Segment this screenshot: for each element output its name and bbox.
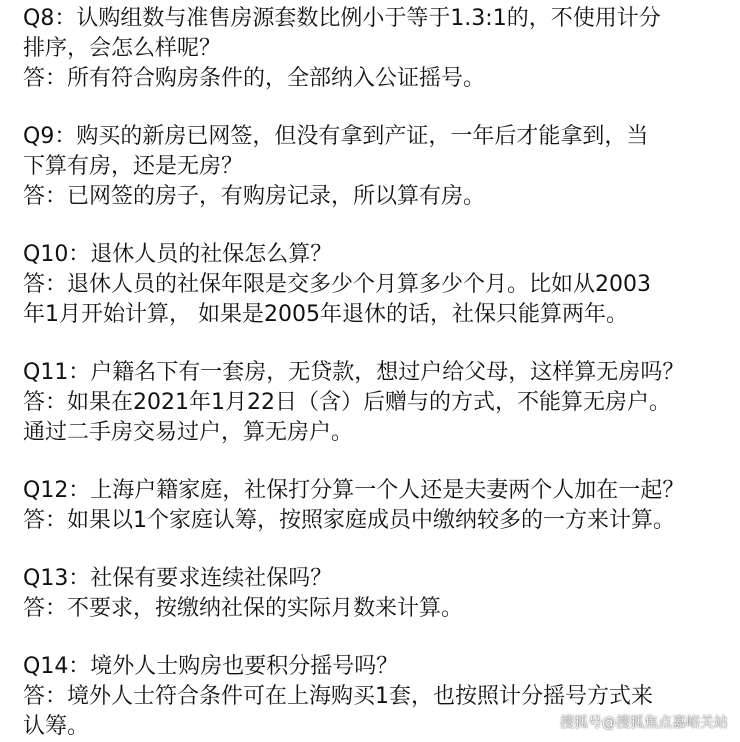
- question-line: Q11：户籍名下有一套房，无贷款，想过户给父母，这样算无房吗？: [23, 360, 685, 385]
- qa-item-q9: [23, 122, 735, 212]
- answer-line: 答：如果以1个家庭认筹，按照家庭成员中缴纳较多的一方来计算。: [23, 508, 675, 533]
- answer-line: 认筹。: [23, 714, 90, 739]
- qa-item-q10: [23, 240, 735, 330]
- answer-line: 年1月开始计算， 如果是2005年退休的话，社保只能算两年。: [23, 302, 628, 327]
- answer-line: 答：不要求，按缴纳社保的实际月数来计算。: [23, 596, 464, 621]
- qa-item-q8: [23, 0, 735, 94]
- answer-line: 答：如果在2021年1月22日（含）后赠与的方式，不能算无房户。: [23, 390, 671, 415]
- answer-line: 答：退休人员的社保年限是交多少个月算多少个月。比如从2003: [23, 272, 651, 297]
- qa-item-q12: [23, 476, 735, 536]
- question-line: Q10：退休人员的社保怎么算？: [23, 242, 333, 267]
- qa-item-q13: [23, 564, 735, 624]
- question-line: 下算有房，还是无房？: [23, 154, 244, 179]
- question-line: 排序，会怎么样呢？: [23, 36, 222, 61]
- answer-line: 答：境外人士符合条件可在上海购买1套，也按照计分摇号方式来: [23, 684, 653, 709]
- source-watermark: 搜狐号@搜狐焦点嘉峪关站: [560, 715, 728, 731]
- question-line: Q14：境外人士购房也要积分摇号吗？: [23, 654, 399, 679]
- answer-line: 答：已网签的房子，有购房记录，所以算有房。: [23, 184, 486, 209]
- question-line: Q8：认购组数与准售房源套数比例小于等于1.3:1的，不使用计分: [23, 6, 661, 31]
- question-line: Q12：上海户籍家庭，社保打分算一个人还是夫妻两个人加在一起？: [23, 478, 685, 503]
- faq-document: [23, 0, 735, 742]
- question-line: Q13：社保有要求连续社保吗？: [23, 566, 333, 591]
- qa-item-q11: [23, 358, 735, 448]
- answer-line: 答：所有符合购房条件的，全部纳入公证摇号。: [23, 66, 486, 91]
- answer-line: 通过二手房交易过户，算无房户。: [23, 420, 354, 445]
- question-line: Q9：购买的新房已网签，但没有拿到产证，一年后才能拿到，当: [23, 124, 649, 149]
